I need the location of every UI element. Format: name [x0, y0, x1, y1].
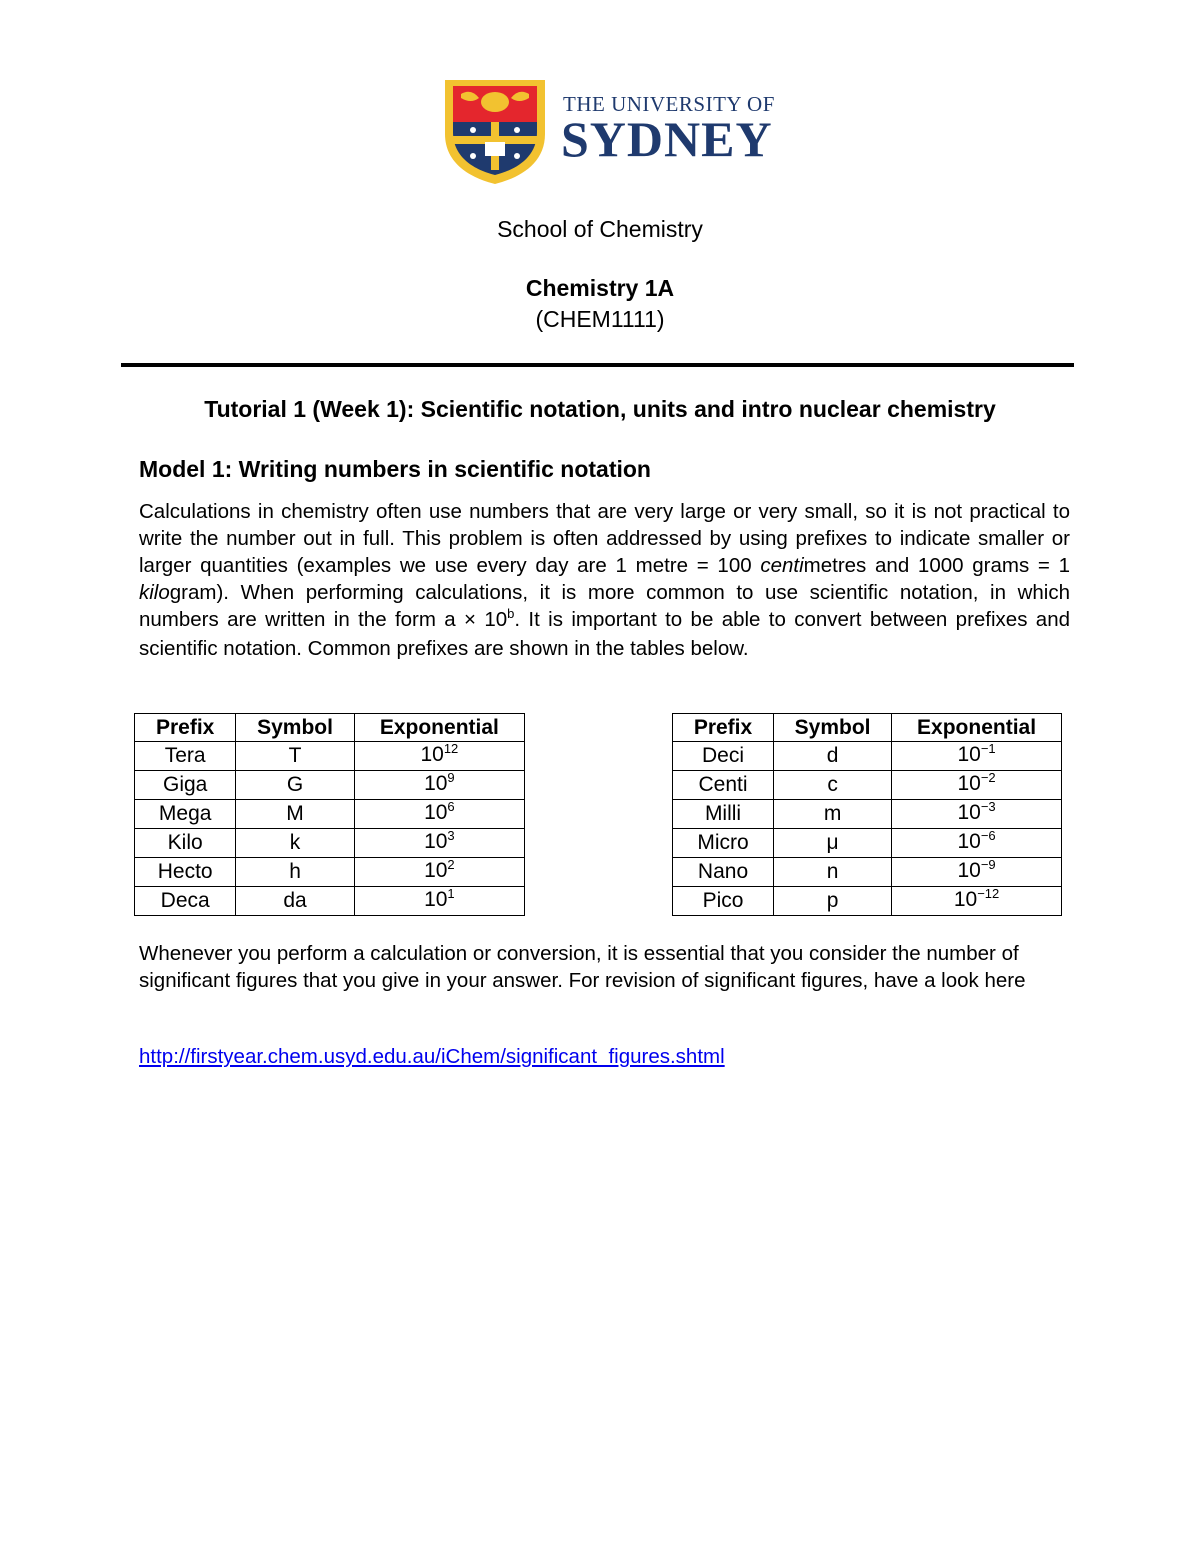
symbol-cell: μ — [774, 829, 892, 858]
prefix-cell: Hecto — [135, 858, 236, 887]
symbol-cell: G — [236, 771, 354, 800]
para-exponent: b — [507, 606, 515, 621]
para-text-4: . It is important to be able to convert between prefixes and scientific notation. Common prefixes are shown in the tables below. — [139, 608, 1070, 660]
small-prefix-table — [672, 713, 1062, 916]
symbol-cell: M — [236, 800, 354, 829]
logo-line-1: THE UNIVERSITY OF — [563, 92, 775, 116]
exponential-cell — [354, 858, 524, 887]
table-row — [673, 800, 1062, 829]
exponential-power: 2 — [447, 857, 455, 872]
table-row — [135, 858, 525, 887]
prefix-cell: Mega — [135, 800, 236, 829]
model-heading: Model 1: Writing numbers in scientific notation — [139, 456, 651, 482]
prefix-cell: Kilo — [135, 829, 236, 858]
table-row — [135, 887, 525, 916]
exponential-power: −3 — [980, 799, 996, 814]
symbol-cell: c — [774, 771, 892, 800]
exponential-power: 12 — [443, 741, 459, 756]
symbol-cell: T — [236, 742, 354, 771]
exponential-base: 10 — [424, 859, 448, 882]
course-code: (CHEM1111) — [535, 306, 665, 332]
exponential-base: 10 — [953, 888, 978, 911]
prefix-cell: Centi — [673, 771, 774, 800]
exponential-cell — [892, 887, 1062, 916]
para-centi: centi — [760, 554, 804, 577]
symbol-cell: h — [236, 858, 354, 887]
table-row — [673, 829, 1062, 858]
table-row — [135, 800, 525, 829]
exponential-base: 10 — [424, 801, 448, 824]
exponential-power: 3 — [447, 828, 455, 843]
symbol-cell: d — [774, 742, 892, 771]
table-header-exponential: Exponential — [354, 714, 524, 742]
prefix-cell: Deci — [673, 742, 774, 771]
exponential-power: −6 — [980, 828, 996, 843]
table-header-symbol: Symbol — [774, 714, 892, 742]
table-row — [135, 742, 525, 771]
sigfig-paragraph: Whenever you perform a calculation or conversion, it is essential that you consider the number of significant figures that you give in your answer. For revision of significant figures, have a look here — [139, 942, 1026, 992]
prefix-cell: Milli — [673, 800, 774, 829]
exponential-cell — [354, 771, 524, 800]
exponential-power: 6 — [447, 799, 455, 814]
table-header-prefix: Prefix — [673, 714, 774, 742]
table-row — [135, 771, 525, 800]
exponential-cell — [892, 771, 1062, 800]
exponential-base: 10 — [957, 830, 981, 853]
table-header-symbol: Symbol — [236, 714, 354, 742]
logo-line-2: SYDNEY — [561, 111, 773, 167]
prefix-cell: Micro — [673, 829, 774, 858]
tutorial-title: Tutorial 1 (Week 1): Scientific notation, units and intro nuclear chemistry — [204, 396, 996, 422]
table-header-exponential: Exponential — [892, 714, 1062, 742]
symbol-cell: m — [774, 800, 892, 829]
prefix-cell: Tera — [135, 742, 236, 771]
table-row — [673, 771, 1062, 800]
prefix-cell: Nano — [673, 858, 774, 887]
course-title: Chemistry 1A — [525, 275, 675, 301]
exponential-cell — [354, 742, 524, 771]
table-row — [135, 829, 525, 858]
table-row — [673, 858, 1062, 887]
exponential-cell — [892, 858, 1062, 887]
exponential-power: 1 — [447, 886, 455, 901]
prefix-cell: Pico — [673, 887, 774, 916]
symbol-cell: k — [236, 829, 354, 858]
exponential-base: 10 — [957, 859, 981, 882]
university-logo — [441, 76, 775, 186]
exponential-cell — [354, 800, 524, 829]
exponential-base: 10 — [957, 772, 981, 795]
exponential-base: 10 — [420, 743, 444, 766]
exponential-base: 10 — [957, 801, 981, 824]
university-crest-icon — [441, 76, 549, 186]
symbol-cell: n — [774, 858, 892, 887]
prefix-cell: Deca — [135, 887, 236, 916]
exponential-base: 10 — [957, 743, 981, 766]
para-text-1: Calculations in chemistry often use numbers that are very large or very small, so it is not practical to write the number out in full. This problem is often addressed by using prefixes to indicate smaller or larger quantities (examples we use every day are 1 metre = 100 — [139, 500, 1070, 577]
large-prefix-table — [134, 713, 525, 916]
model-paragraph — [139, 498, 1070, 662]
symbol-cell: da — [236, 887, 354, 916]
exponential-cell — [354, 829, 524, 858]
sigfig-link[interactable]: http://firstyear.chem.usyd.edu.au/iChem/significant_figures.shtml — [139, 1045, 725, 1068]
school-name: School of Chemistry — [497, 216, 703, 242]
exponential-base: 10 — [424, 888, 448, 911]
exponential-base: 10 — [424, 830, 448, 853]
para-text-3: gram). When performing calculations, it is more common to use scientific notation, in which numbers are written in the form a × 10 — [139, 581, 1070, 631]
table-header-prefix: Prefix — [135, 714, 236, 742]
exponential-power: −2 — [980, 770, 996, 785]
table-row — [673, 887, 1062, 916]
para-text-2: metres and 1000 grams = 1 — [803, 554, 1071, 577]
exponential-power: −1 — [980, 741, 996, 756]
exponential-base: 10 — [424, 772, 448, 795]
exponential-cell — [892, 742, 1062, 771]
header-divider — [121, 363, 1074, 367]
exponential-power: −12 — [977, 886, 1000, 901]
para-kilo: kilo — [139, 581, 170, 604]
prefix-cell: Giga — [135, 771, 236, 800]
exponential-cell — [892, 800, 1062, 829]
symbol-cell: p — [774, 887, 892, 916]
table-row — [673, 742, 1062, 771]
exponential-power: 9 — [447, 770, 455, 785]
exponential-cell — [354, 887, 524, 916]
exponential-power: −9 — [980, 857, 996, 872]
exponential-cell — [892, 829, 1062, 858]
